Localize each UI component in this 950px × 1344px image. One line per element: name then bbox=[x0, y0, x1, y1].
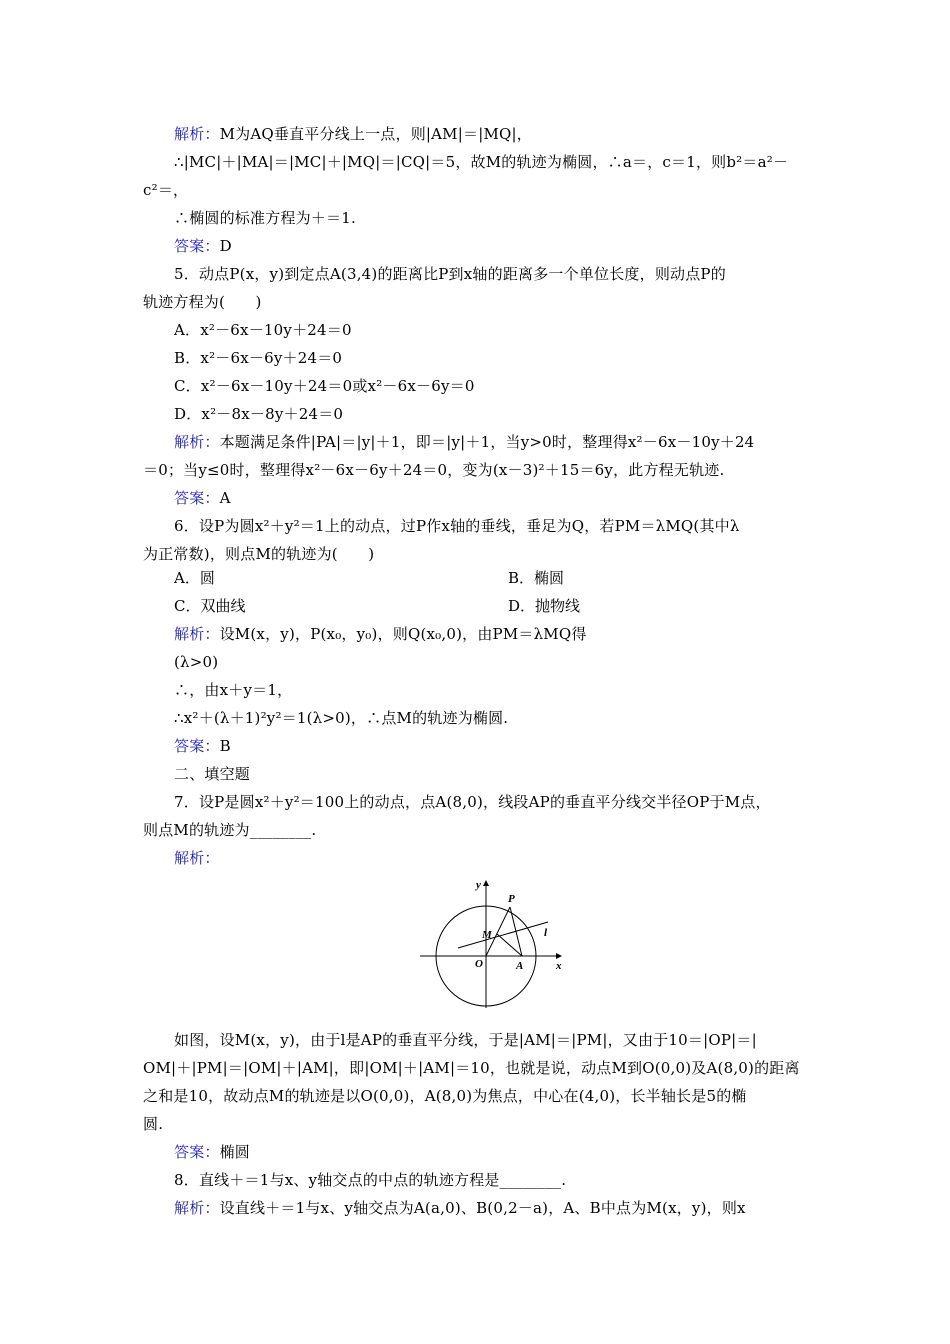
answer-label: 答案： bbox=[174, 489, 220, 507]
line-text: (λ>0) bbox=[174, 653, 219, 671]
text-line bbox=[174, 792, 771, 812]
line-text: 8．直线＋＝1与x、y轴交点的中点的轨迹方程是________. bbox=[174, 1171, 567, 1189]
line-text: 二、填空题 bbox=[174, 765, 251, 783]
analysis-label: 解析： bbox=[174, 433, 220, 451]
text-line bbox=[174, 1142, 250, 1162]
line-text: OM|＋|PM|＝|OM|＋|AM|，即|OM|＋|AM|＝10，也就是说，动点M到O(0,0)及A(8,0)的距离 bbox=[143, 1059, 800, 1077]
line-text: ∴x²＋(λ＋1)²y²＝1(λ>0)，∴点M的轨迹为椭圆. bbox=[174, 709, 509, 727]
segment-MA bbox=[497, 934, 522, 956]
label-M: M bbox=[482, 929, 492, 941]
text-line bbox=[174, 680, 292, 700]
text-line bbox=[174, 152, 788, 172]
line-text: 轨迹方程为( ) bbox=[143, 293, 262, 311]
line-text: ∴，由x＋y＝1， bbox=[174, 681, 293, 699]
line-text: ∴椭圆的标准方程为＋＝1. bbox=[174, 209, 356, 227]
line-text: 设M(x，y)，P(x₀，y₀)，则Q(x₀,0)，由PM＝λMQ得 bbox=[219, 625, 587, 643]
line-text: 之和是10，故动点M的轨迹是以O(0,0)，A(8,0)为焦点，中心在(4,0)，长半轴长是5的椭 bbox=[143, 1087, 747, 1105]
analysis-label: 解析： bbox=[174, 1199, 220, 1217]
line-text: 椭圆 bbox=[219, 1143, 251, 1161]
line-text: 如图，设M(x，y)，由于l是AP的垂直平分线，于是|AM|＝|PM|，又由于10＝|OP|＝| bbox=[174, 1031, 757, 1049]
line-text: ＝0；当y≤0时，整理得x²－6x－6y＋24＝0，变为(x－3)²＋15＝6y，此方程无轨迹. bbox=[143, 461, 725, 479]
text-line bbox=[174, 404, 343, 424]
line-text: A．x²－6x－10y＋24＝0 bbox=[174, 321, 352, 339]
line-text: 6．设P为圆x²＋y²＝1上的动点，过P作x轴的垂线，垂足为Q，若PM＝λMQ(其中λ bbox=[174, 517, 740, 535]
line-text: D bbox=[219, 237, 232, 255]
text-line bbox=[174, 516, 740, 536]
line-text: C．x²－6x－10y＋24＝0或x²－6x－6y＝0 bbox=[174, 377, 475, 395]
text-line bbox=[174, 624, 587, 644]
answer-label: 答案： bbox=[174, 1143, 220, 1161]
text-line bbox=[174, 320, 352, 340]
analysis-label: 解析： bbox=[174, 849, 220, 867]
text-line bbox=[174, 488, 231, 508]
line-text: D．x²－8x－8y＋24＝0 bbox=[174, 405, 344, 423]
label-O: O bbox=[475, 958, 483, 970]
text-line bbox=[174, 736, 231, 756]
text-line bbox=[174, 124, 532, 144]
answer-label: 答案： bbox=[174, 737, 220, 755]
geometry-figure bbox=[418, 876, 578, 1010]
text-line bbox=[174, 848, 220, 868]
text-line bbox=[174, 1170, 566, 1190]
text-line bbox=[174, 208, 356, 228]
line-text: 为正常数)，则点M的轨迹为( ) bbox=[143, 545, 375, 563]
line-text: 设直线＋＝1与x、y轴交点为A(a,0)、B(0,2－a)，A、B中点为M(x，y)，则x bbox=[219, 1199, 746, 1217]
line-text: 本题满足条件|PA|＝|y|＋1，即＝|y|＋1，当y>0时，整理得x²－6x－10y＋24 bbox=[219, 433, 755, 451]
option-item: A．圆 bbox=[174, 569, 215, 587]
text-line bbox=[174, 432, 754, 452]
line-text: 7．设P是圆x²＋y²＝100上的动点，点A(8,0)，线段AP的垂直平分线交半径OP于M点， bbox=[174, 793, 771, 811]
text-line bbox=[174, 236, 232, 256]
label-y: y bbox=[476, 879, 481, 891]
text-line bbox=[174, 1030, 757, 1050]
option-item: D．抛物线 bbox=[508, 597, 581, 615]
line-text: 圆. bbox=[143, 1115, 164, 1133]
option-item: B．椭圆 bbox=[508, 569, 565, 587]
text-line bbox=[143, 460, 724, 480]
text-line bbox=[174, 764, 250, 784]
text-line bbox=[174, 348, 342, 368]
text-line bbox=[143, 1114, 163, 1134]
line-text: M为AQ垂直平分线上一点，则|AM|＝|MQ|， bbox=[219, 125, 532, 143]
label-P: P bbox=[508, 893, 515, 905]
line-text: 5．动点P(x，y)到定点A(3,4)的距离比P到x轴的距离多一个单位长度，则动点P的 bbox=[174, 265, 726, 283]
analysis-label: 解析： bbox=[174, 125, 220, 143]
line-text: ∴|MC|＋|MA|＝|MC|＋|MQ|＝|CQ|＝5，故M的轨迹为椭圆，∴a＝，c＝1，则b²＝a²－ bbox=[174, 153, 789, 171]
text-line bbox=[143, 180, 188, 200]
line-text: c²＝， bbox=[143, 181, 189, 199]
line-text: B bbox=[219, 737, 231, 755]
text-line bbox=[143, 820, 316, 840]
analysis-label: 解析： bbox=[174, 625, 220, 643]
text-line bbox=[174, 708, 508, 728]
label-l: l bbox=[544, 927, 548, 939]
text-line bbox=[174, 652, 218, 672]
line-text: 则点M的轨迹为________. bbox=[143, 821, 317, 839]
text-line bbox=[143, 1086, 747, 1106]
text-line bbox=[174, 264, 726, 284]
label-x: x bbox=[556, 960, 562, 972]
text-line bbox=[143, 1058, 800, 1078]
line-text: A bbox=[219, 489, 231, 507]
text-line bbox=[143, 544, 374, 564]
line-text: B．x²－6x－6y＋24＝0 bbox=[174, 349, 343, 367]
text-line bbox=[143, 292, 262, 312]
text-line bbox=[174, 376, 475, 396]
option-item: C．双曲线 bbox=[174, 597, 246, 615]
text-line bbox=[174, 1198, 746, 1218]
answer-label: 答案： bbox=[174, 237, 220, 255]
x-axis-arrow bbox=[556, 953, 562, 959]
label-A: A bbox=[516, 960, 524, 972]
y-axis-arrow bbox=[483, 880, 489, 886]
